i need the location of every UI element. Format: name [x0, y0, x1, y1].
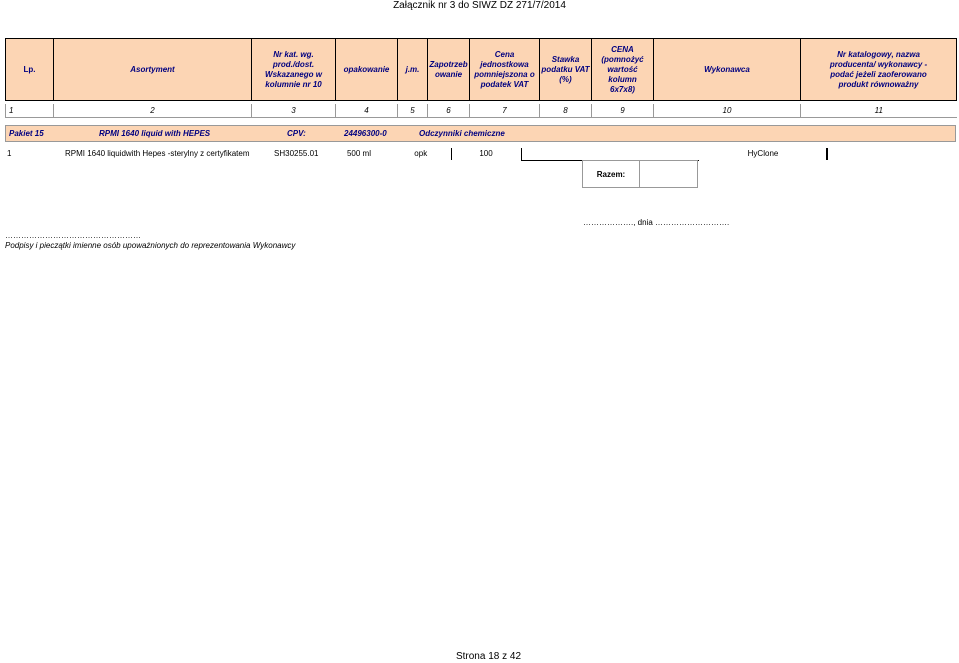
row-cena-jedn [521, 148, 583, 160]
header-asortyment-line: Asortyment [130, 64, 175, 74]
row-lp: 1 [7, 149, 12, 158]
header-nr_kat-line: prod./dost. [272, 59, 315, 69]
header-wykonawca-line: Wykonawca [704, 64, 750, 74]
header-opakowanie [336, 39, 398, 101]
cpv-code: 24496300-0 [344, 129, 387, 138]
header-zapotrzebowanie-line: owanie [434, 69, 463, 79]
header-cena_jedn-line: jednostkowa [480, 59, 529, 69]
header-cena-line: CENA [611, 44, 634, 54]
page-footer: Strona 18 z 42 [455, 651, 522, 662]
header-jm-line: j.m. [405, 64, 420, 74]
row-wykonawca: HyClone [747, 149, 779, 158]
package-product: RPMI 1640 liquid with HEPES [99, 129, 211, 138]
row-stawka-vat [583, 148, 641, 160]
column-number: 6 [428, 104, 470, 118]
header-cena-line: kolumn [608, 74, 637, 84]
razem-label: Razem: [582, 160, 640, 188]
column-number: 1 [6, 104, 54, 118]
page-header: Załącznik nr 3 do SIWZ DZ 271/7/2014 [393, 0, 566, 11]
package-row [5, 125, 956, 142]
header-stawka_vat-line: Stawka [551, 54, 580, 64]
header-cena-line: (pomnożyć [601, 54, 644, 64]
table-row [5, 148, 827, 160]
header-zapotrzebowanie-line: Zapotrzeb [429, 59, 468, 69]
razem-value [640, 160, 698, 188]
column-number: 11 [801, 104, 957, 118]
header-cena_jedn-line: podatek VAT [480, 79, 529, 89]
cpv-label: CPV: [287, 129, 306, 138]
column-number: 9 [592, 104, 654, 118]
header-cena-line: wartość [607, 64, 638, 74]
data-table [5, 148, 827, 161]
column-number: 2 [54, 104, 252, 118]
header-jm [398, 39, 428, 101]
row-nr-kat: SH30255.01 [274, 149, 319, 158]
header-stawka_vat [540, 39, 592, 101]
column-number: 4 [336, 104, 398, 118]
header-cena [592, 39, 654, 101]
header-table [5, 38, 957, 101]
header-cena_jedn [470, 39, 540, 101]
column-number: 3 [252, 104, 336, 118]
package-category: Odczynniki chemiczne [419, 129, 505, 138]
column-number: 10 [654, 104, 801, 118]
header-cena-line: 6x7x8) [610, 84, 635, 94]
header-zapotrzebowanie [428, 39, 470, 101]
date-line: ………………., dnia ………………………. [583, 218, 730, 227]
row-opakowanie: 500 ml [346, 149, 371, 158]
row-asortyment: RPMI 1640 liquidwith Hepes -sterylny z certyfikatem [65, 149, 250, 158]
header-asortyment [54, 39, 252, 101]
header-stawka_vat-line: podatku VAT [541, 64, 590, 74]
column-number: 8 [540, 104, 592, 118]
header-nr_katalogowy-line: Nr katalogowy, nazwa [837, 49, 920, 59]
header-cena_jedn-line: Cena [494, 49, 515, 59]
column-number: 7 [470, 104, 540, 118]
header-cena_jedn-line: pomniejszona o [474, 69, 535, 79]
header-lp-line: Lp. [23, 64, 36, 74]
header-lp [6, 39, 54, 101]
header-nr_kat-line: Wskazanego w [265, 69, 322, 79]
header-nr_kat [252, 39, 336, 101]
header-nr_katalogowy-line: podać jeżeli zaoferowano [830, 69, 927, 79]
header-nr_katalogowy [801, 39, 957, 101]
signature-dots: …………………………………………… [5, 231, 141, 240]
package-name: Pakiet 15 [9, 129, 44, 138]
header-nr_kat-line: kolumnie nr 10 [265, 79, 322, 89]
row-end-marker [826, 148, 828, 160]
column-number-row [5, 104, 957, 118]
header-nr_katalogowy-line: produkt równoważny [838, 79, 919, 89]
header-nr_kat-line: Nr kat. wg. [273, 49, 314, 59]
row-zapotrzebowanie: 100 [451, 148, 521, 160]
header-nr_katalogowy-line: producenta/ wykonawcy - [829, 59, 928, 69]
row-cena [641, 148, 699, 160]
header-stawka_vat-line: (%) [559, 74, 572, 84]
header-row [6, 39, 957, 101]
header-opakowanie-line: opakowanie [343, 64, 390, 74]
column-number: 5 [398, 104, 428, 118]
row-jm: opk [414, 149, 428, 158]
signature-caption: Podpisy i pieczątki imienne osób upoważnionych do reprezentowania Wykonawcy [5, 241, 296, 250]
header-wykonawca [654, 39, 801, 101]
